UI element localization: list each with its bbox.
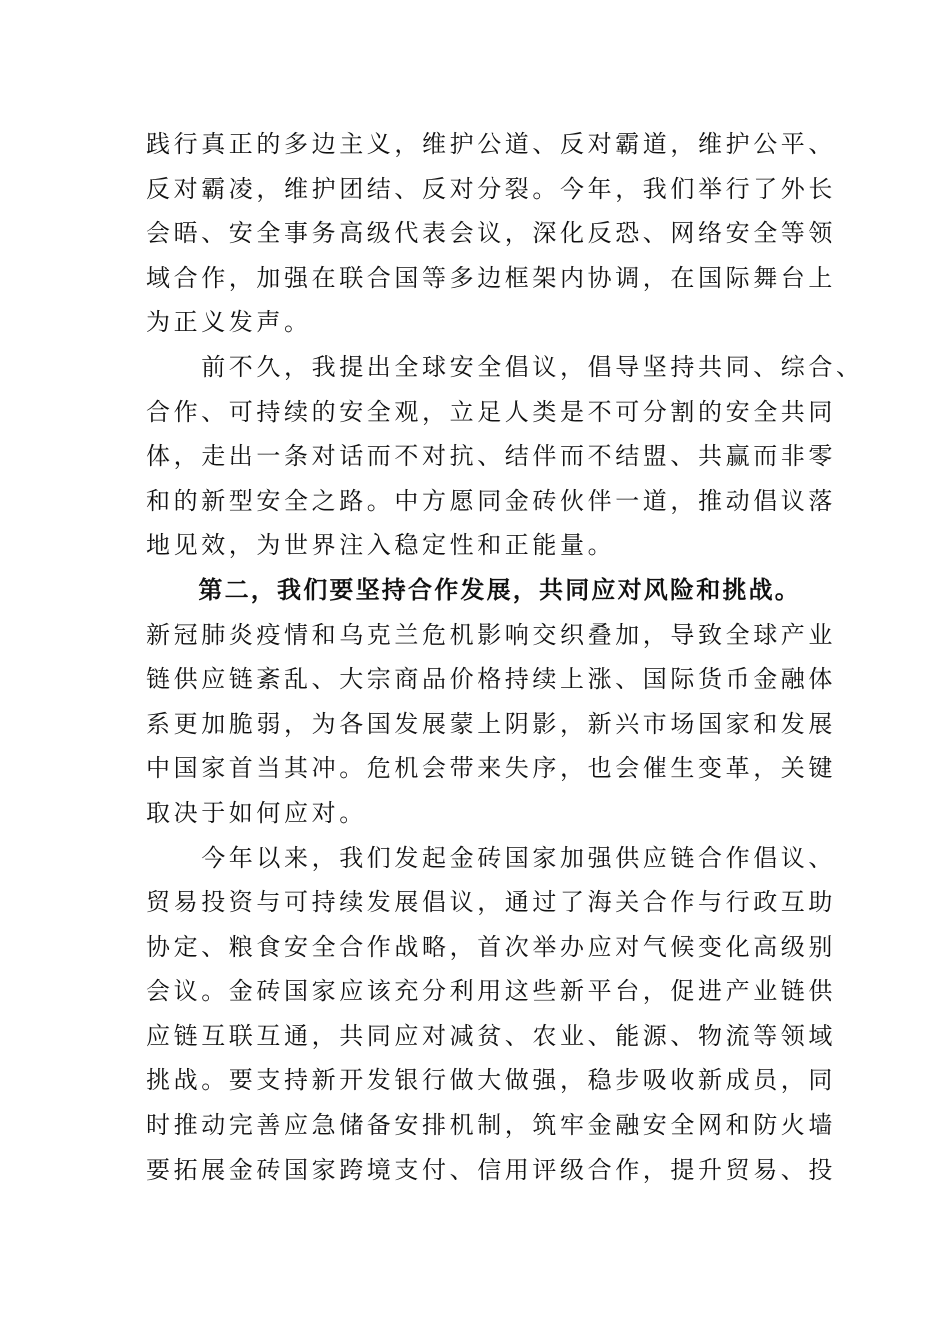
text-line: 新冠肺炎疫情和乌克兰危机影响交织叠加，导致全球产业 xyxy=(146,620,836,649)
text-line: 中国家首当其冲。危机会带来失序，也会催生变革，关键 xyxy=(146,754,836,783)
text-line: 合作、可持续的安全观，立足人类是不可分割的安全共同 xyxy=(146,397,836,426)
text-line: 体，走出一条对话而不对抗、结伴而不结盟、共赢而非零 xyxy=(146,442,836,471)
text-line: 会晤、安全事务高级代表会议，深化反恐、网络安全等领 xyxy=(146,219,836,248)
text-line: 协定、粮食安全合作战略，首次举办应对气候变化高级别 xyxy=(146,932,836,961)
text-line: 反对霸凌，维护团结、反对分裂。今年，我们举行了外长 xyxy=(146,174,836,203)
text-line: 今年以来，我们发起金砖国家加强供应链合作倡议、 xyxy=(146,843,836,872)
text-line: 贸易投资与可持续发展倡议，通过了海关合作与行政互助 xyxy=(146,888,836,917)
text-line: 前不久，我提出全球安全倡议，倡导坚持共同、综合、 xyxy=(146,352,864,381)
text-line: 和的新型安全之路。中方愿同金砖伙伴一道，推动倡议落 xyxy=(146,486,836,515)
text-line: 应链互联互通，共同应对减贫、农业、能源、物流等领域 xyxy=(146,1021,836,1050)
text-line: 域合作，加强在联合国等多边框架内协调，在国际舞台上 xyxy=(146,263,836,292)
text-line: 链供应链紊乱、大宗商品价格持续上涨、国际货币金融体 xyxy=(146,665,836,694)
document-body xyxy=(146,122,864,1192)
text-line: 取决于如何应对。 xyxy=(146,798,367,827)
text-line: 地见效，为世界注入稳定性和正能量。 xyxy=(146,531,616,560)
text-line: 时推动完善应急储备安排机制，筑牢金融安全网和防火墙 xyxy=(146,1111,836,1140)
text-line: 会议。金砖国家应该充分利用这些新平台，促进产业链供 xyxy=(146,977,836,1006)
text-line: 践行真正的多边主义，维护公道、反对霸道，维护公平、 xyxy=(146,130,836,158)
text-line: 挑战。要支持新开发银行做大做强，稳步吸收新成员，同 xyxy=(146,1066,836,1095)
text-line: 要拓展金砖国家跨境支付、信用评级合作，提升贸易、投 xyxy=(146,1155,836,1184)
text-line: 为正义发声。 xyxy=(146,308,312,337)
text-line: 系更加脆弱，为各国发展蒙上阴影，新兴市场国家和发展 xyxy=(146,709,836,738)
section-heading-line: 第二，我们要坚持合作发展，共同应对风险和挑战。 xyxy=(146,575,801,604)
